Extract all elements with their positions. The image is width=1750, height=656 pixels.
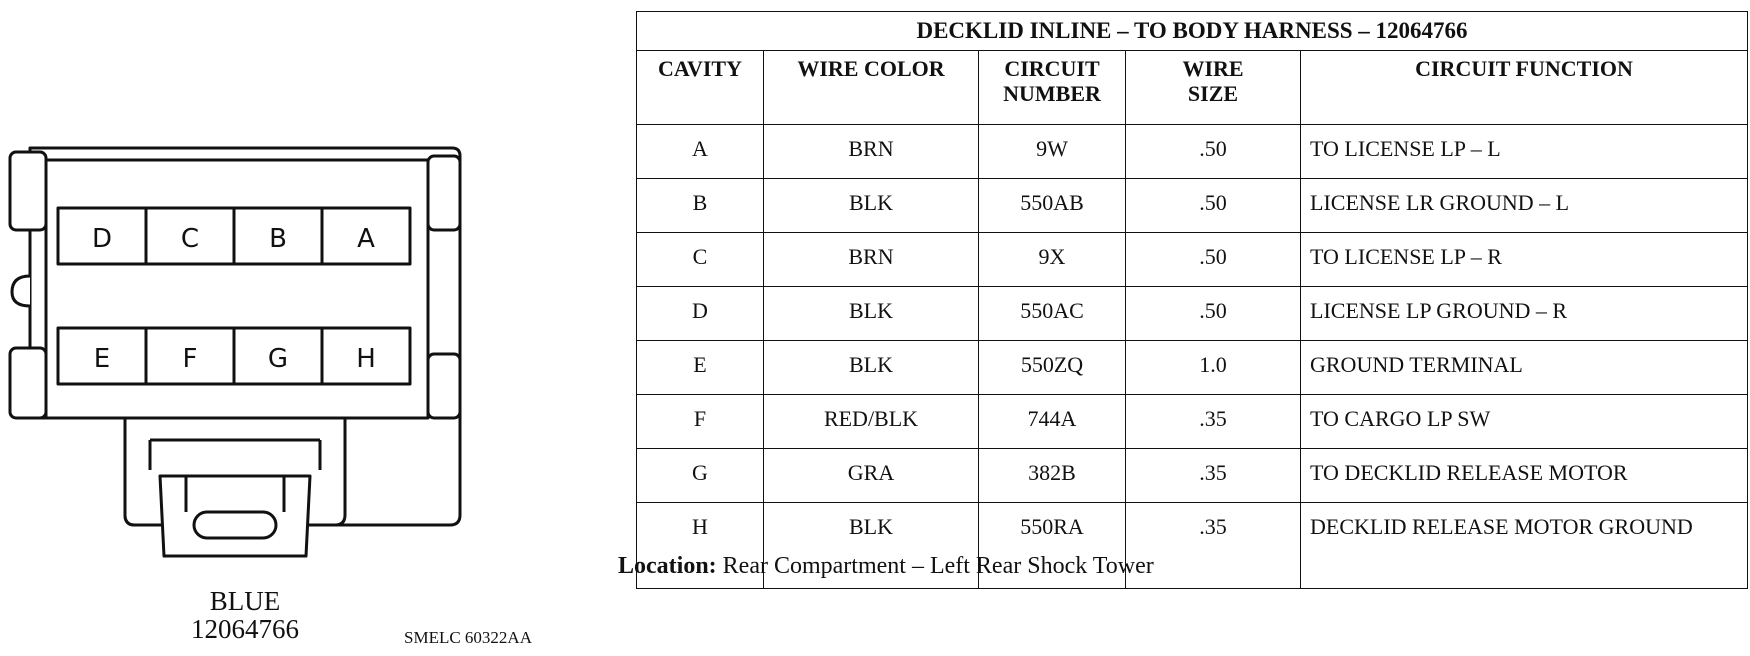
cell-circuit-number: 550AB [979,179,1126,233]
cell-wire-color: BRN [764,233,979,287]
cell-circuit-function: GROUND TERMINAL [1301,341,1748,395]
cell-circuit-number: 550RA [979,503,1126,589]
location-value: Rear Compartment – Left Rear Shock Tower [722,553,1154,579]
cell-cavity: E [637,341,764,395]
pin-label-b: B [269,224,287,254]
cell-cavity: C [637,233,764,287]
header-wire-color: WIRE COLOR [764,51,979,125]
cell-circuit-number: 9W [979,125,1126,179]
cell-cavity: D [637,287,764,341]
cell-wire-size: .35 [1126,503,1301,589]
cell-circuit-function: TO CARGO LP SW [1301,395,1748,449]
cell-wire-color: BLK [764,179,979,233]
connector-ear-left-top [10,152,46,230]
pin-label-c: C [180,224,200,254]
connector-ear-right-top [428,156,460,230]
cell-wire-color: BLK [764,341,979,395]
cell-circuit-function: LICENSE LR GROUND – L [1301,179,1748,233]
connector-notch [12,276,30,306]
header-circuit-number-line2: NUMBER [1003,81,1101,106]
header-circuit-number-line1: CIRCUIT [1004,56,1100,81]
cell-cavity: B [637,179,764,233]
cell-wire-size: .50 [1126,179,1301,233]
header-circuit-number [979,51,1126,125]
cell-circuit-function: DECKLID RELEASE MOTOR GROUND [1301,503,1748,589]
table-row [637,395,1748,449]
connector-part-number: 12064766 [191,614,299,644]
table-row [637,341,1748,395]
cell-wire-color: GRA [764,449,979,503]
cell-wire-size: .50 [1126,125,1301,179]
table-row [637,449,1748,503]
table-row [637,233,1748,287]
header-wire-size [1126,51,1301,125]
cell-wire-size: .50 [1126,233,1301,287]
pin-label-g: G [267,344,289,374]
cell-circuit-function: LICENSE LP GROUND – R [1301,287,1748,341]
pin-label-f: F [182,344,198,374]
table-title: DECKLID INLINE – TO BODY HARNESS – 12064766 [637,12,1748,51]
reference-code: SMELC 60322AA [404,628,532,647]
table-row [637,287,1748,341]
header-wire-size-line2: SIZE [1187,81,1239,106]
cell-wire-color: BRN [764,125,979,179]
cell-circuit-function: TO LICENSE LP – R [1301,233,1748,287]
pin-label-d: D [91,224,113,254]
connector-ear-left-bottom [10,348,46,418]
latch-slot [194,512,276,538]
cell-circuit-number: 550ZQ [979,341,1126,395]
cell-wire-color: RED/BLK [764,395,979,449]
cell-cavity: H [637,503,764,589]
pin-label-a: A [357,224,375,254]
pin-label-e: E [93,344,111,374]
header-circuit-function: CIRCUIT FUNCTION [1301,51,1748,125]
cell-circuit-number: 550AC [979,287,1126,341]
pin-label-h: H [356,344,376,374]
cell-circuit-number: 9X [979,233,1126,287]
cell-wire-size: .35 [1126,449,1301,503]
cell-circuit-number: 382B [979,449,1126,503]
connector-color-label: BLUE [209,586,281,616]
cell-wire-size: 1.0 [1126,341,1301,395]
location-label: Location: [618,553,717,579]
table-row [637,125,1748,179]
cell-cavity: A [637,125,764,179]
cell-wire-size: .35 [1126,395,1301,449]
connector-diagram [0,0,470,560]
cell-circuit-function: TO LICENSE LP – L [1301,125,1748,179]
location-note [618,553,1154,580]
cell-cavity: F [637,395,764,449]
cell-wire-color: BLK [764,287,979,341]
cell-circuit-function: TO DECKLID RELEASE MOTOR [1301,449,1748,503]
connector-ear-right-bottom [428,354,460,418]
cell-wire-color: BLK [764,503,979,589]
cell-circuit-number: 744A [979,395,1126,449]
table-row [637,179,1748,233]
cell-cavity: G [637,449,764,503]
header-wire-size-line1: WIRE [1182,56,1244,81]
header-cavity: CAVITY [637,51,764,125]
cell-wire-size: .50 [1126,287,1301,341]
harness-table [636,11,1748,589]
